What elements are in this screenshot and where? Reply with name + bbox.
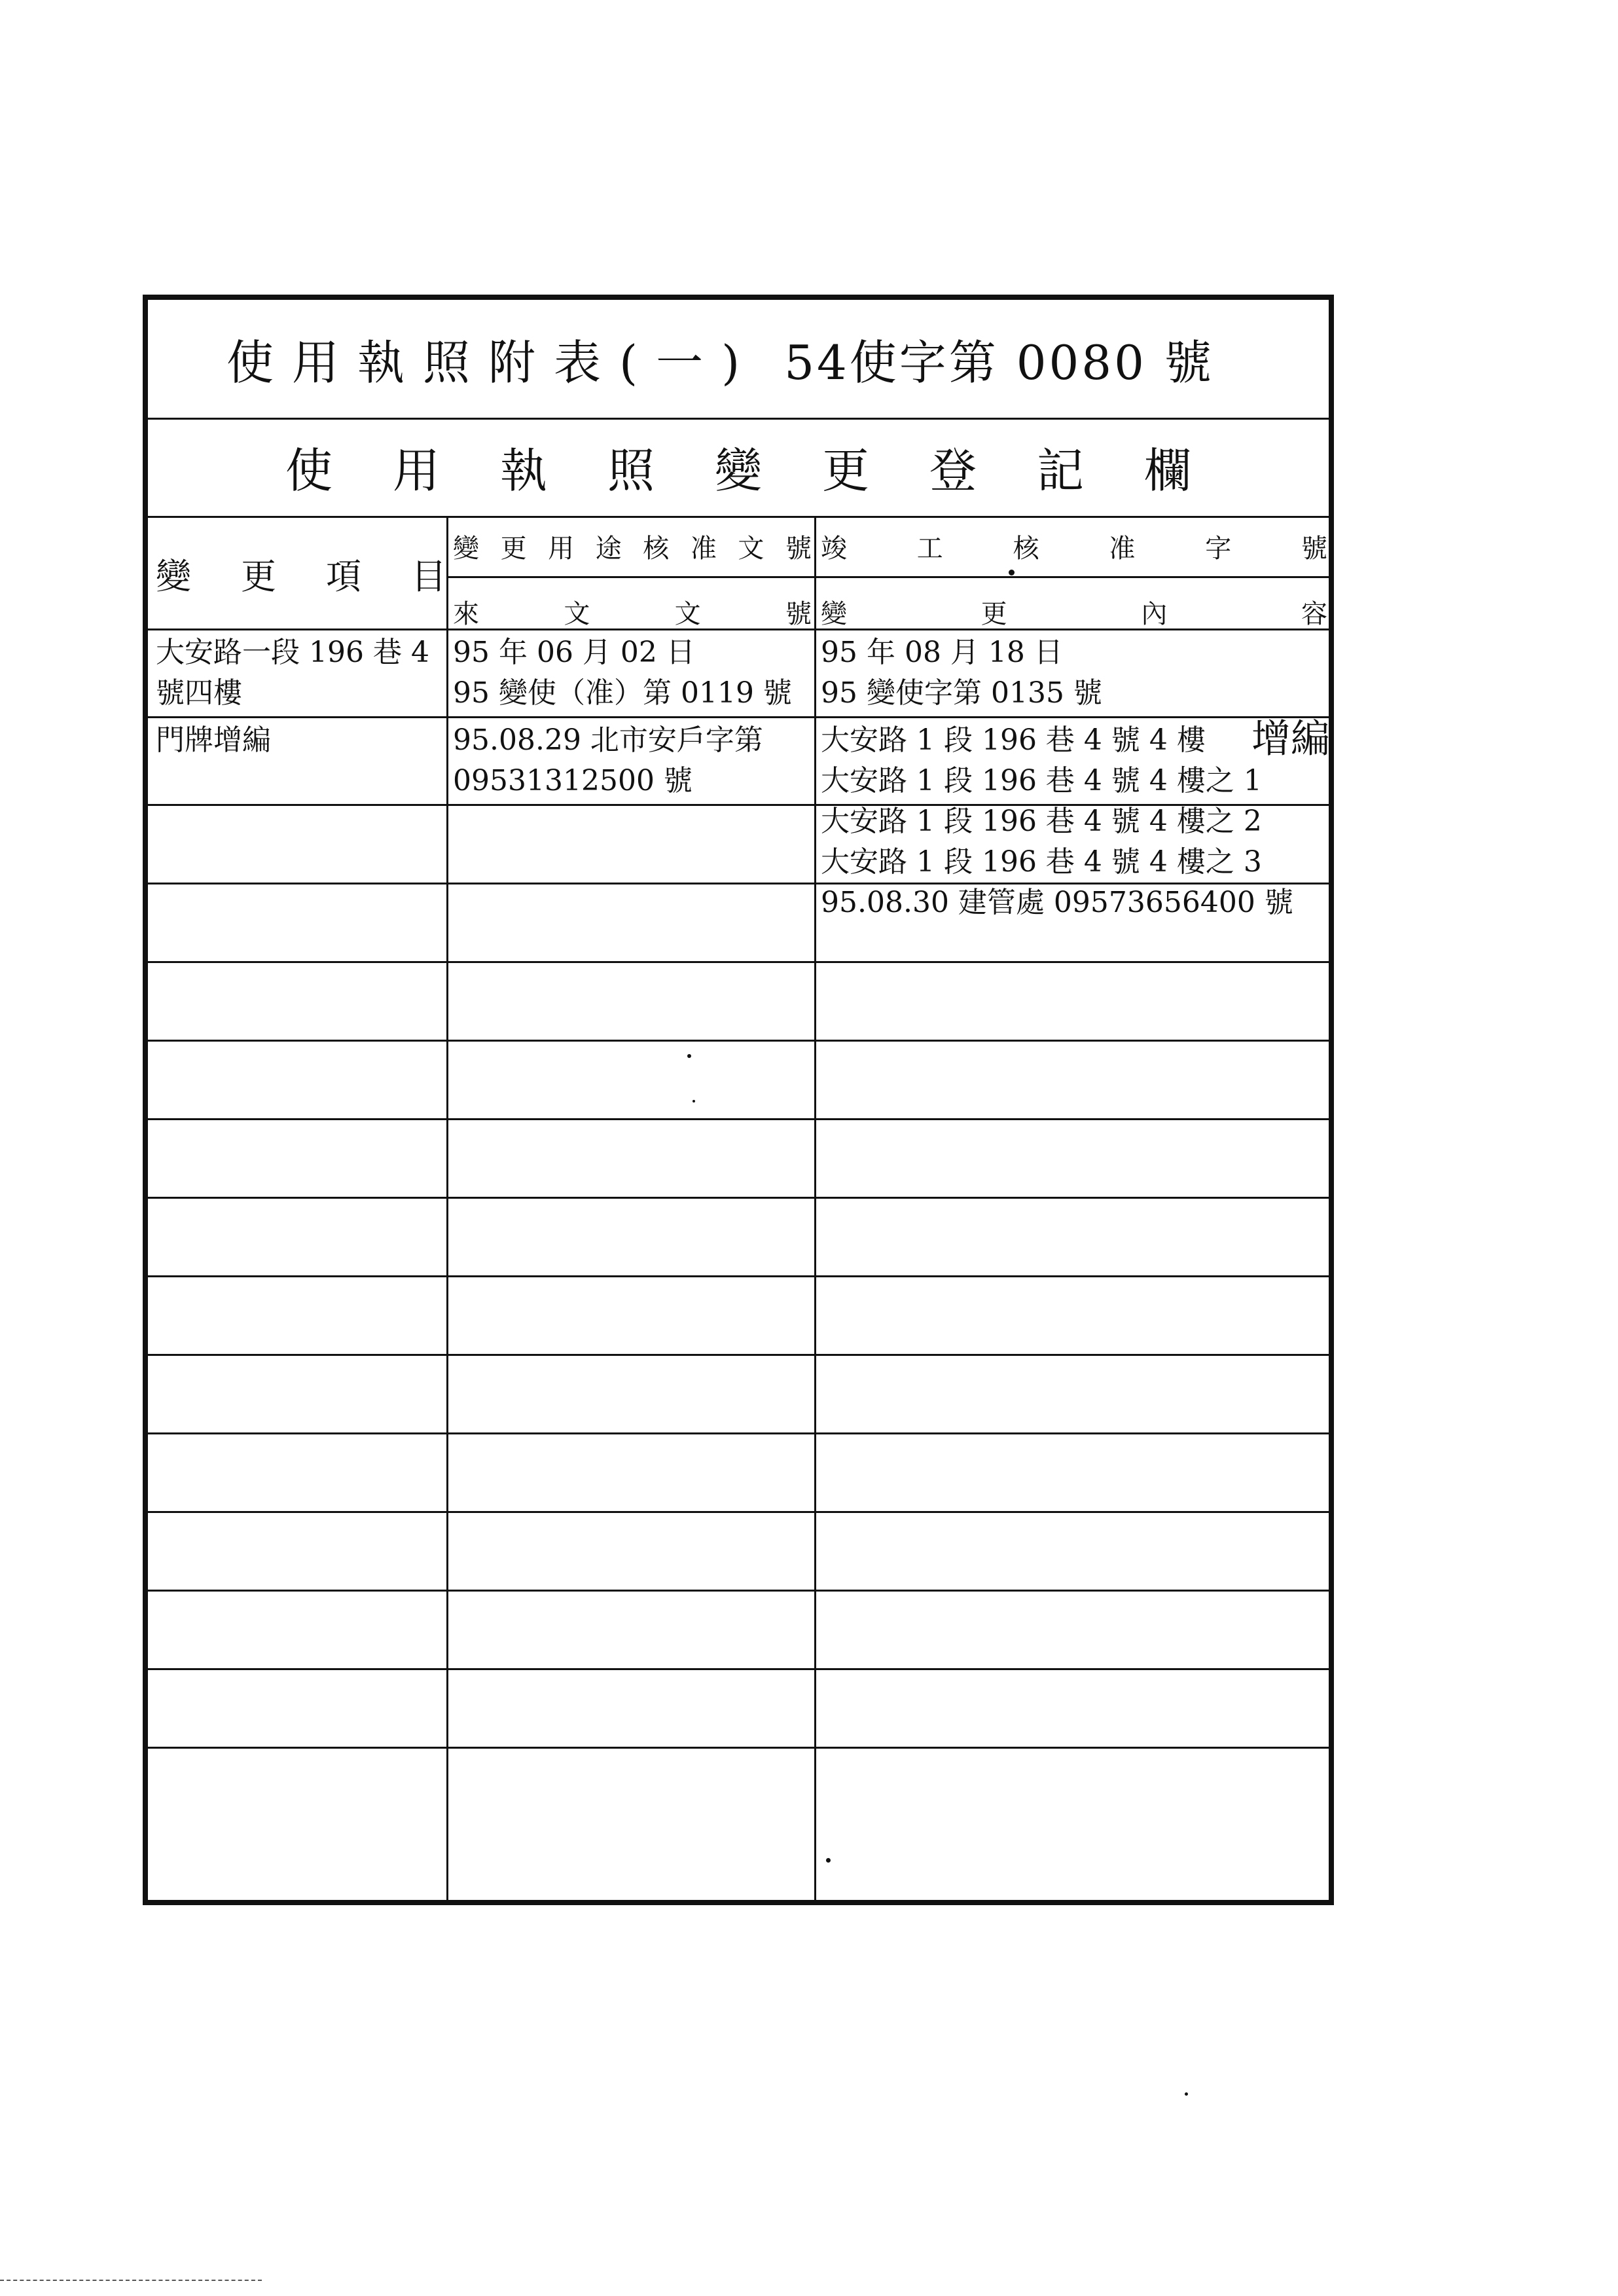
row2-content	[821, 720, 1293, 923]
row1-item-line1: 大安路一段 196 巷 4	[156, 636, 429, 669]
row2-content-line2: 大安路 1 段 196 巷 4 號 4 樓之 1	[821, 764, 1262, 797]
divider	[446, 576, 1329, 578]
form-title: 使用執照附表(一)	[226, 335, 759, 390]
row1-doc	[453, 632, 792, 714]
header-completion-no	[821, 528, 1327, 565]
divider	[148, 716, 1329, 718]
header-char: 號	[785, 534, 812, 564]
header-char: 字	[1205, 534, 1232, 564]
header-char: 用	[548, 534, 575, 564]
header-char: 來	[453, 599, 479, 629]
header-char: 更	[500, 534, 527, 564]
header-char: 目	[411, 556, 446, 597]
header-char: 更	[980, 599, 1007, 629]
row1-content-line2: 95 變使字第 0135 號	[821, 676, 1102, 710]
row-divider	[148, 1354, 1329, 1356]
row-divider	[148, 1197, 1329, 1199]
row-divider	[148, 1668, 1329, 1670]
header-approval-doc	[453, 528, 812, 565]
header-char: 文	[738, 534, 764, 564]
row-divider	[148, 1590, 1329, 1592]
divider	[148, 629, 1329, 630]
permit-number: 54使字第 0080 號	[784, 335, 1214, 390]
scan-margin-line	[0, 2280, 262, 2281]
row1-content-line1: 95 年 08 月 18 日	[821, 636, 1063, 669]
row2-doc-line1: 95.08.29 北市安戶字第	[453, 723, 763, 757]
row-divider	[148, 1747, 1329, 1749]
header-char: 號	[1301, 534, 1327, 564]
header-char: 更	[241, 556, 276, 597]
header-char: 項	[326, 556, 361, 597]
row2-content-line3: 大安路 1 段 196 巷 4 號 4 樓之 2	[821, 805, 1262, 838]
header-char: 變	[156, 556, 191, 597]
row-divider	[148, 804, 1329, 806]
row-divider	[148, 883, 1329, 884]
row1-content	[821, 632, 1102, 714]
header-char: 核	[643, 534, 670, 564]
header-char: 竣	[821, 534, 847, 564]
row1-doc-line1: 95 年 06 月 02 日	[453, 636, 695, 669]
row2-item	[156, 720, 271, 761]
divider	[148, 516, 1329, 518]
header-change-content	[821, 593, 1327, 630]
header-char: 准	[690, 534, 717, 564]
header-char: 准	[1109, 534, 1136, 564]
section-title: 使用執照變更登記欄	[285, 443, 1251, 498]
row2-item-line1: 門牌增編	[156, 723, 271, 757]
scan-speck	[687, 1054, 691, 1058]
header-char: 變	[821, 599, 847, 629]
row2-doc	[453, 720, 763, 801]
header-char: 途	[595, 534, 622, 564]
header-char: 容	[1301, 599, 1327, 629]
usage-permit-form	[143, 295, 1334, 1905]
row1-item	[156, 632, 429, 714]
row2-content-line1: 大安路 1 段 196 巷 4 號 4 樓	[821, 723, 1206, 757]
row-divider	[148, 1275, 1329, 1277]
row2-content-line4: 大安路 1 段 196 巷 4 號 4 樓之 3	[821, 845, 1262, 879]
row2-annotation: 增編	[1251, 716, 1330, 762]
row-divider	[148, 1040, 1329, 1042]
row1-doc-line2: 95 變使（准）第 0119 號	[453, 676, 792, 710]
header-char: 核	[1013, 534, 1039, 564]
mark-dot	[1009, 570, 1015, 575]
header-char: 內	[1141, 599, 1168, 629]
header-char: 號	[785, 599, 812, 629]
row2-content-line5: 95.08.30 建管處 09573656400 號	[821, 886, 1293, 919]
header-incoming-doc	[453, 593, 812, 630]
scan-speck	[1185, 2092, 1188, 2096]
row1-item-line2: 號四樓	[156, 676, 242, 710]
header-char: 變	[453, 534, 479, 564]
row-divider	[148, 1511, 1329, 1513]
header-char: 文	[564, 599, 590, 629]
row-divider	[148, 1118, 1329, 1120]
row-divider	[148, 1432, 1329, 1434]
column-divider	[446, 516, 448, 1905]
header-char: 文	[674, 599, 701, 629]
scan-speck	[692, 1100, 695, 1102]
title-row	[148, 300, 1329, 418]
row-divider	[148, 961, 1329, 963]
mark-dot	[826, 1858, 831, 1863]
row2-doc-line2: 09531312500 號	[453, 764, 692, 797]
section-row	[148, 418, 1329, 516]
header-change-item	[156, 549, 446, 599]
column-divider	[814, 516, 816, 1905]
header-char: 工	[916, 534, 943, 564]
